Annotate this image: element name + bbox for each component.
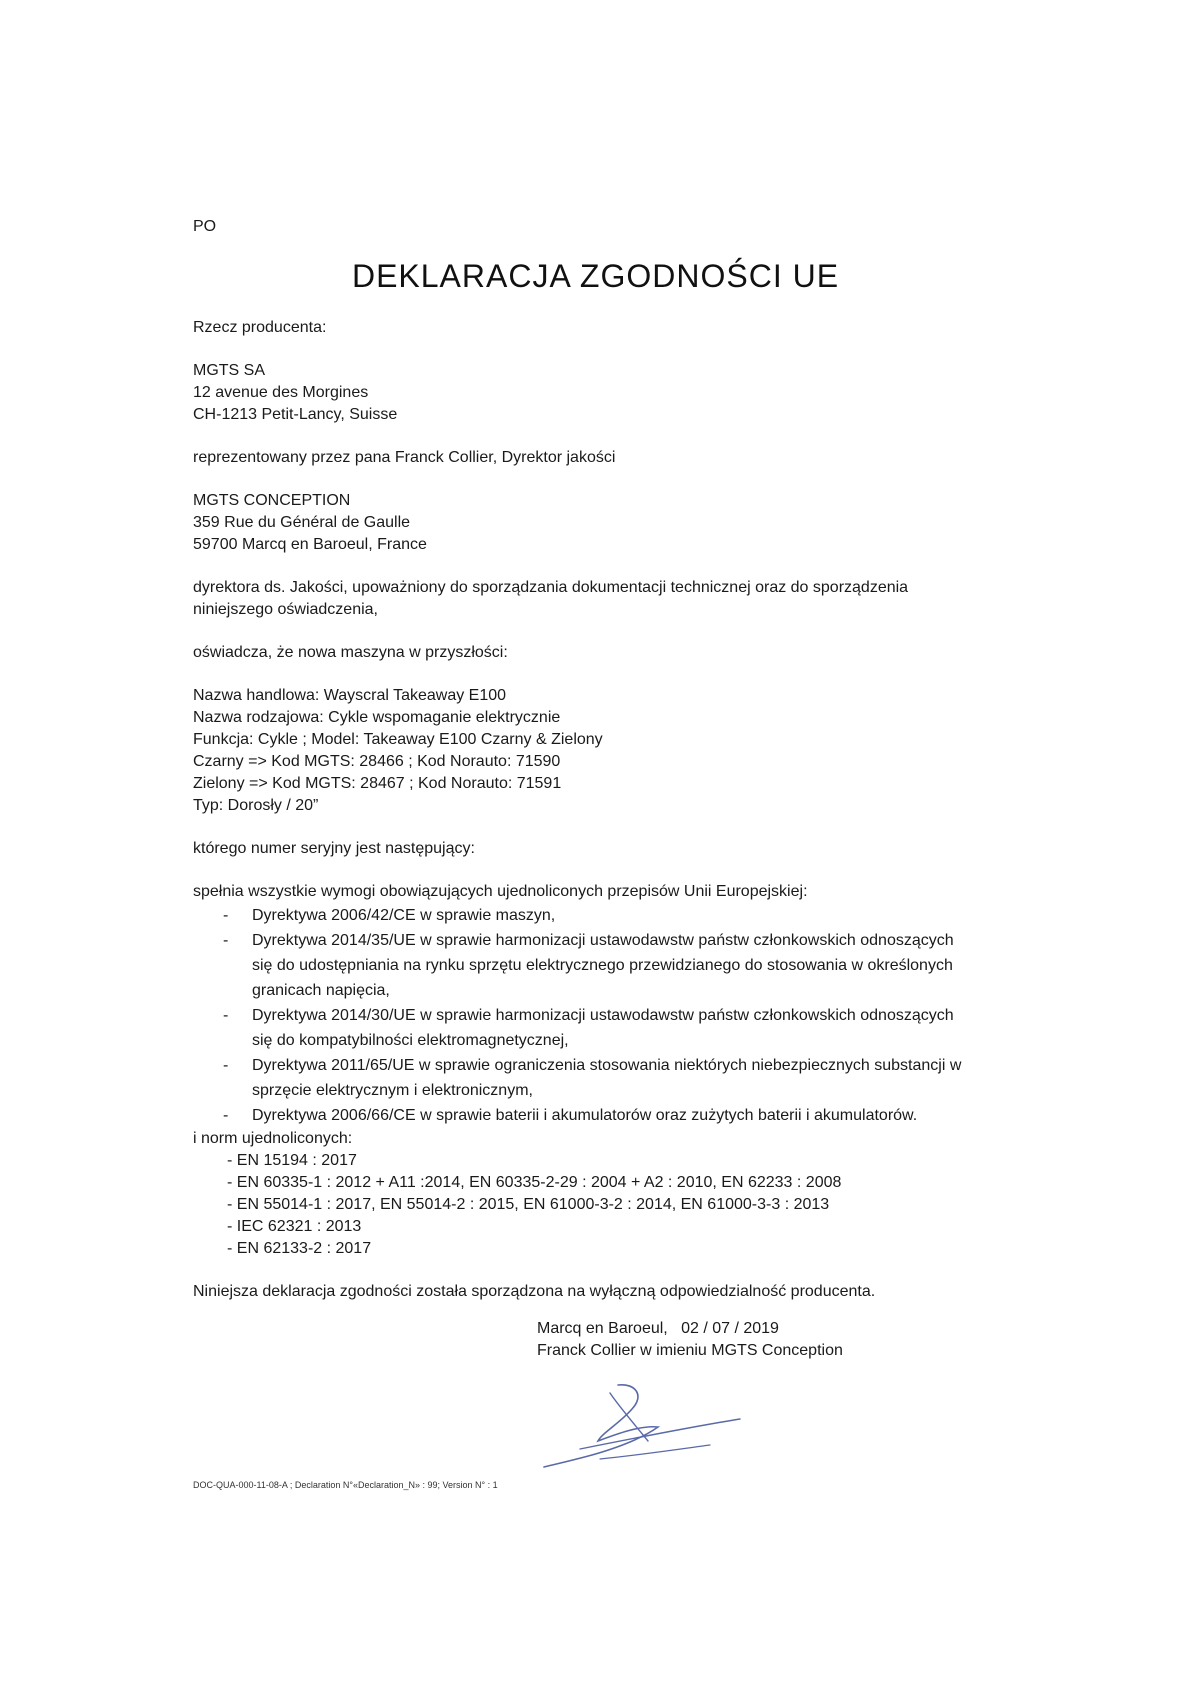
directive-item (193, 1053, 1053, 1103)
authorization-line-2: niniejszego oświadczenia, (193, 601, 378, 618)
signatory-name: Franck Collier w imieniu MGTS Conception (537, 1342, 843, 1359)
machine-block (193, 685, 1053, 817)
producer-name: MGTS SA (193, 362, 266, 379)
norms-list (193, 1150, 1053, 1260)
signature-block (537, 1318, 843, 1362)
directive-line: granicach napięcia, (252, 982, 390, 999)
norm-item: - IEC 62321 : 2013 (227, 1218, 362, 1235)
list-dash: - (223, 932, 229, 949)
norm-item: - EN 62133-2 : 2017 (227, 1240, 372, 1257)
machine-type: Typ: Dorosły / 20” (193, 797, 319, 814)
directives-list (193, 903, 1053, 1128)
conception-block (193, 490, 1053, 556)
directive-line: Dyrektywa 2014/35/UE w sprawie harmonizacji ustawodawstw państw członkowskich odnoszących (252, 932, 954, 949)
document-footer: DOC-QUA-000-11-08-A ; Declaration N°«Declaration_N» : 99; Version N° : 1 (193, 1480, 498, 1490)
directive-item (193, 903, 1053, 928)
directive-line: Dyrektywa 2006/42/CE w sprawie maszyn, (252, 907, 556, 924)
directive-line: sprzęcie elektrycznym i elektronicznym, (252, 1082, 533, 1099)
conception-address-line-1: 359 Rue du Général de Gaulle (193, 514, 411, 531)
machine-black-code: Czarny => Kod MGTS: 28466 ; Kod Norauto: 71590 (193, 753, 561, 770)
machine-trade-name: Nazwa handlowa: Wayscral Takeaway E100 (193, 687, 507, 704)
declares-statement: oświadcza, że nowa maszyna w przyszłości: (193, 644, 508, 661)
document-body (193, 317, 1053, 1303)
machine-function-model: Funkcja: Cykle ; Model: Takeaway E100 Czarny & Zielony (193, 731, 603, 748)
directive-item (193, 1103, 1053, 1128)
norms-intro: i norm ujednoliconych: (193, 1130, 353, 1147)
represented-by: reprezentowany przez pana Franck Collier, Dyrektor jakości (193, 449, 616, 466)
directive-line: Dyrektywa 2006/66/CE w sprawie baterii i akumulatorów oraz zużytych baterii i akumulatorów. (252, 1107, 918, 1124)
list-dash: - (223, 907, 229, 924)
list-dash: - (223, 1057, 229, 1074)
machine-green-code: Zielony => Kod MGTS: 28467 ; Kod Norauto: 71591 (193, 775, 562, 792)
directive-item (193, 1003, 1053, 1053)
directive-line: Dyrektywa 2014/30/UE w sprawie harmonizacji ustawodawstw państw członkowskich odnoszących (252, 1007, 954, 1024)
handwritten-signature (540, 1375, 760, 1475)
norm-item: - EN 15194 : 2017 (227, 1152, 357, 1169)
producer-address-line-2: CH-1213 Petit-Lancy, Suisse (193, 406, 398, 423)
directive-line: się do kompatybilności elektromagnetycznej, (252, 1032, 569, 1049)
responsibility-statement: Niniejsza deklaracja zgodności została sporządzona na wyłączną odpowiedzialność producenta. (193, 1283, 876, 1300)
authorization-line-1: dyrektora ds. Jakości, upoważniony do sporządzania dokumentacji technicznej oraz do sporządzenia (193, 579, 909, 596)
norm-item: - EN 60335-1 : 2012 + A11 :2014, EN 60335-2-29 : 2004 + A2 : 2010, EN 62233 : 2008 (227, 1174, 842, 1191)
directive-item (193, 928, 1053, 1003)
producer-label: Rzecz producenta: (193, 319, 327, 336)
document-title: DEKLARACJA ZGODNOŚCI UE (351, 258, 840, 294)
requirements-intro: spełnia wszystkie wymogi obowiązujących ujednoliconych przepisów Unii Europejskiej: (193, 883, 808, 900)
place-and-date: Marcq en Baroeul, 02 / 07 / 2019 (537, 1320, 779, 1337)
machine-generic-name: Nazwa rodzajowa: Cykle wspomaganie elektrycznie (193, 709, 561, 726)
directive-line: się do udostępniania na rynku sprzętu elektrycznego przewidzianego do stosowania w określonych (252, 957, 953, 974)
serial-number-label: którego numer seryjny jest następujący: (193, 840, 475, 857)
norm-item: - EN 55014-1 : 2017, EN 55014-2 : 2015, EN 61000-3-2 : 2014, EN 61000-3-3 : 2013 (227, 1196, 830, 1213)
list-dash: - (223, 1007, 229, 1024)
producer-block (193, 360, 1053, 426)
language-code: PO (193, 218, 217, 235)
conception-address-line-2: 59700 Marcq en Baroeul, France (193, 536, 427, 553)
producer-address-line-1: 12 avenue des Morgines (193, 384, 369, 401)
conception-name: MGTS CONCEPTION (193, 492, 351, 509)
directive-line: Dyrektywa 2011/65/UE w sprawie ograniczenia stosowania niektórych niebezpiecznych substancji w (252, 1057, 962, 1074)
list-dash: - (223, 1107, 229, 1124)
